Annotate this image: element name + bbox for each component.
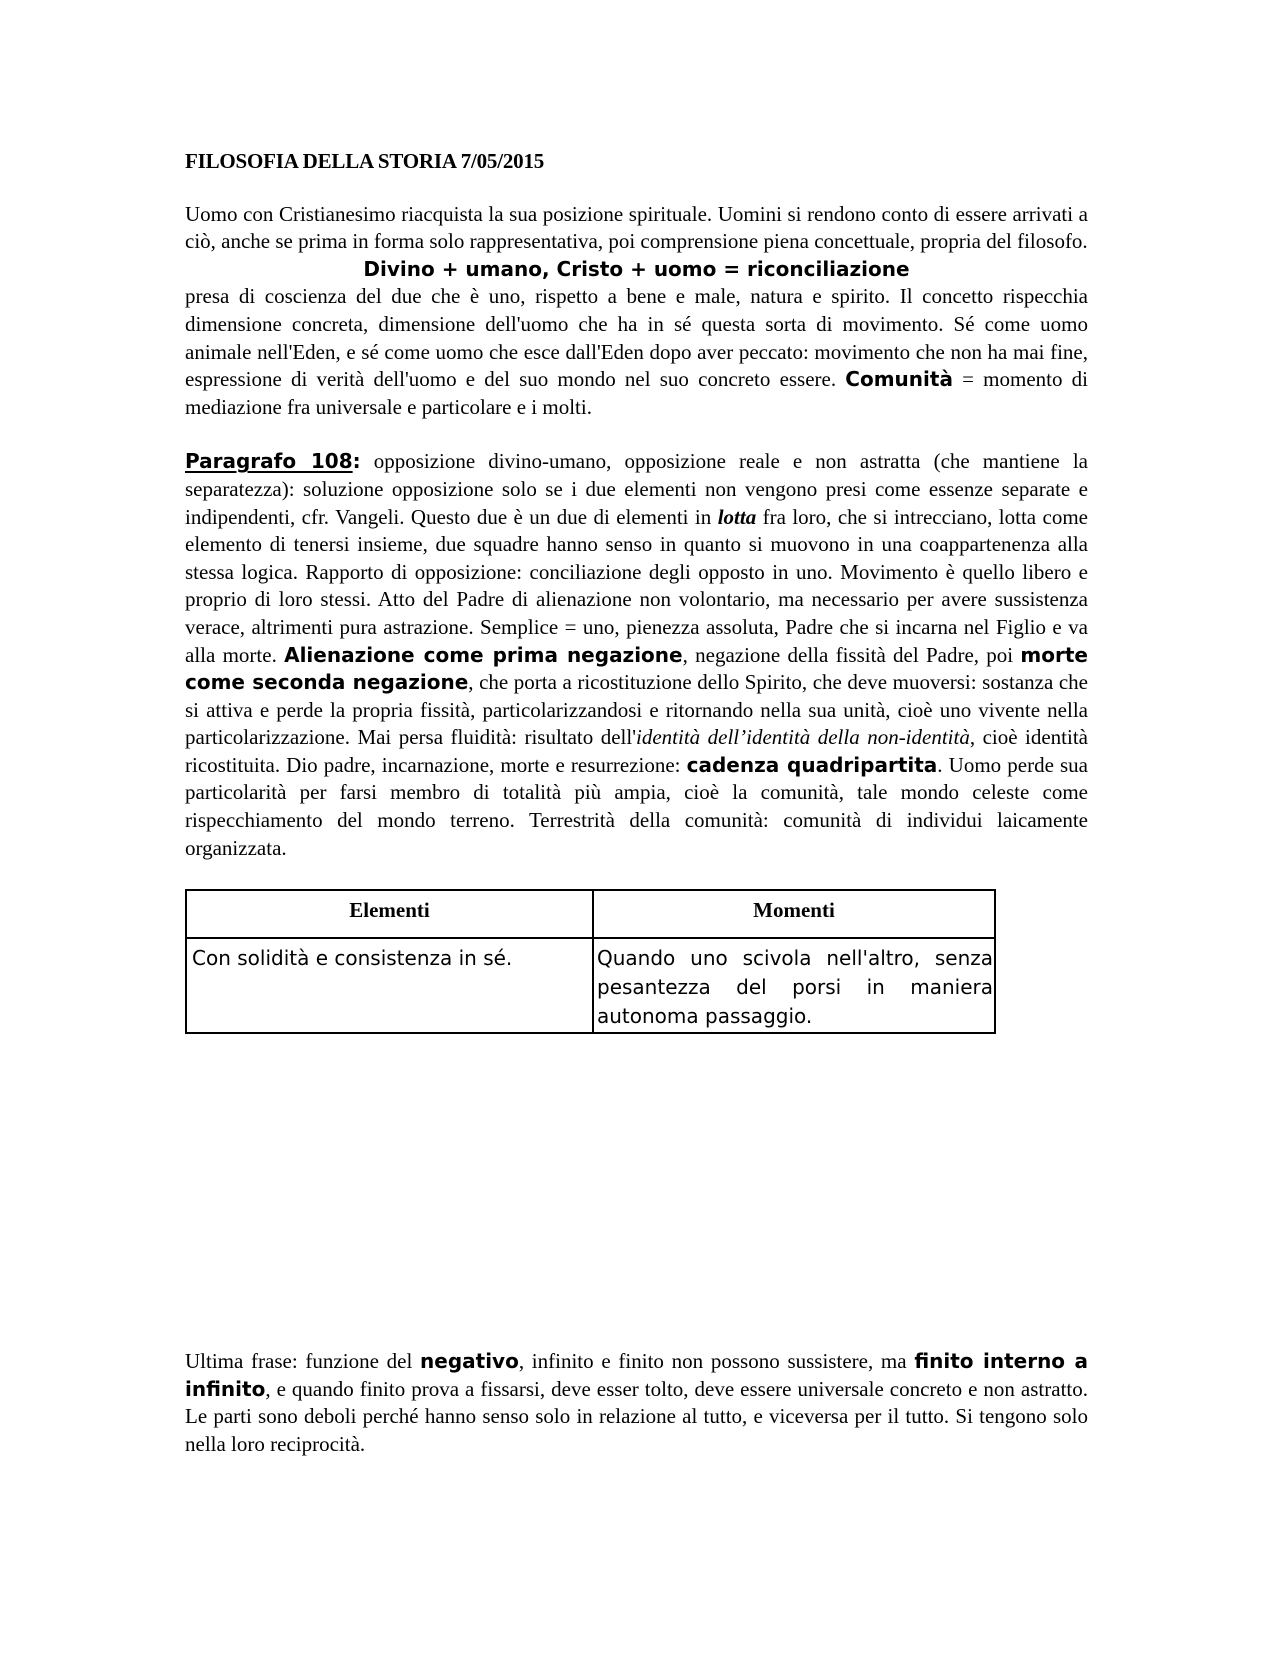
p108-text-6: . Uomo perde sua particolarità per farsi membro di totalità più ampia, cioè la comunità, tale mondo celeste come rispecchiamento del mondo terreno. Terrestrità della comunità: comunità di individui laicamente organizzata.	[185, 752, 1088, 860]
p108-text-4: , che porta a ricostituzione dello Spirito, che deve muoversi: sostanza che si attiva e perde la propria fissità, particolarizzandosi e ritornando nella sua unità, cioè uno vivente nella particolarizzazione. Mai persa fluidità: risultato dell'	[185, 670, 1088, 750]
comunita-term: Comunità	[845, 367, 953, 392]
concept-text-end: = momento di mediazione fra universale e particolare e i molti.	[185, 367, 1088, 419]
final-text-3: , e quando finito prova a fissarsi, deve esser tolto, deve essere universale concreto e non astratto. Le parti sono deboli perché hanno senso solo in relazione al tutto, e viceversa per il tutto. Si tengono solo nella loro reciprocità.	[185, 1376, 1088, 1456]
cell-elementi: Con solidità e consistenza in sé.	[186, 938, 593, 1033]
alienazione-term: Alienazione come prima negazione	[284, 642, 683, 667]
paragraph-label: Paragrafo 108:	[185, 449, 361, 474]
page-title: FILOSOFIA DELLA STORIA 7/05/2015	[185, 149, 545, 173]
morte-term: morte come seconda negazione	[185, 642, 1088, 695]
cadenza-term: cadenza quadripartita	[686, 752, 938, 777]
spacer	[185, 421, 1088, 448]
header-elementi: Elementi	[186, 890, 593, 938]
intro-paragraph: Uomo con Cristianesimo riacquista la sua posizione spirituale. Uomini si rendono conto di essere arrivati a ciò, anche se prima in forma solo rappresentativa, poi comprensione piena concettuale, propria del filosofo.	[185, 201, 1088, 254]
cell-momenti: Quando uno scivola nell'altro, senza pesantezza del porsi in maniera autonoma passaggio.	[593, 938, 995, 1033]
document-body	[185, 148, 1088, 1034]
final-paragraph	[185, 1348, 1088, 1458]
concept-paragraph	[185, 283, 1088, 421]
identita-term: identità dell’identità della non-identità	[636, 725, 970, 750]
final-text-1: Ultima frase: funzione del	[185, 1349, 421, 1373]
p108-text-5: , cioè identità ricostituita. Dio padre, incarnazione, morte e resurrezione:	[185, 725, 1088, 777]
paragraph-108	[185, 448, 1088, 862]
negativo-term: negativo	[420, 1349, 519, 1373]
concept-text: presa di coscienza del due che è uno, rispetto a bene e male, natura e spirito. Il concetto rispecchia dimensione concreta, dimensione dell'uomo che ha in sé questa sorta di movimento. Sé come uomo animale nell'Eden, e sé come uomo che esce dall'Eden dopo aver peccato: movimento che non ha mai fine, espressione di verità dell'uomo e del suo mondo nel suo concreto essere.	[185, 284, 1088, 392]
finito-term: finito interno a infinito	[185, 1349, 1088, 1401]
header-momenti: Momenti	[593, 890, 995, 938]
table-header-row	[186, 890, 995, 938]
lotta-term: lotta	[717, 504, 757, 529]
p108-text-1: opposizione divino-umano, opposizione reale e non astratta (che mantiene la separatezza): soluzione opposizione solo se i due elementi non vengono presi come essenze separate e indipendenti, cfr. Vangeli. Questo due è un due di elementi in	[185, 449, 1088, 529]
table-row	[186, 938, 995, 1033]
final-text-2: , infinito e finito non possono sussistere, ma	[518, 1349, 915, 1373]
p108-text-2: fra loro, che si intrecciano, lotta come elemento di tenersi insieme, due squadre hanno senso in quanto si muovono in una coappartenenza alla stessa logica. Rapporto di opposizione: conciliazione degli opposto in uno. Movimento è quello libero e proprio di loro stessi. Atto del Padre di alienazione non volontario, ma necessario per avere sussistenza verace, altrimenti pura astrazione. Semplice = uno, pienezza assoluta, Padre che si incarna nel Figlio e va alla morte.	[185, 504, 1088, 667]
p108-text-3: , negazione della fissità del Padre, poi	[682, 642, 1021, 667]
elementi-momenti-table	[185, 889, 996, 1034]
final-paragraph-block	[185, 1348, 1088, 1458]
centered-heading: Divino + umano, Cristo + uomo = riconciliazione	[363, 256, 910, 281]
